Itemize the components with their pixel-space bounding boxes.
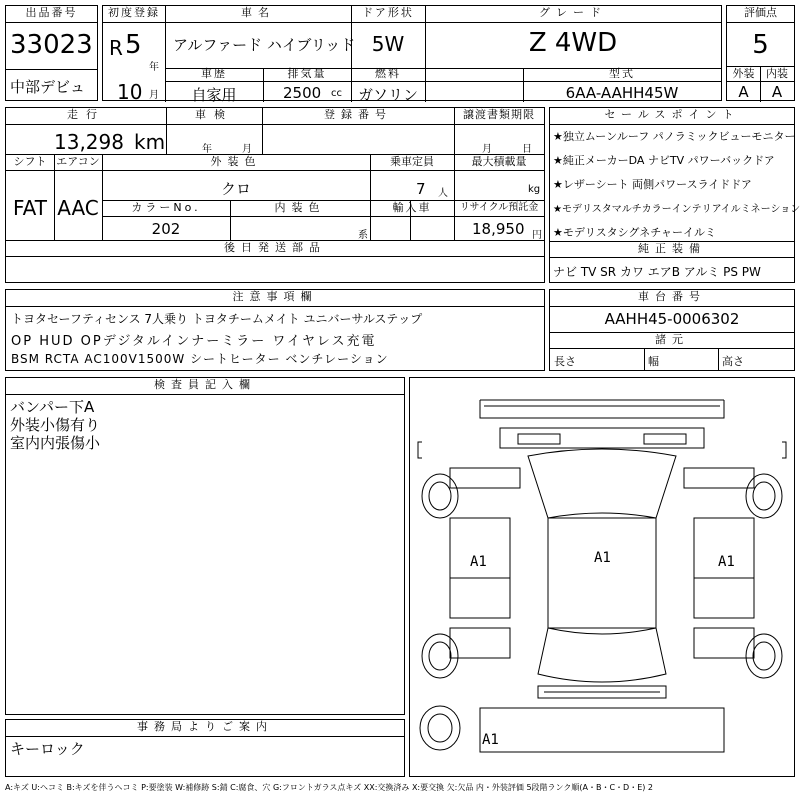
dims-label: 諸元 [655,333,689,346]
left-damage-mark: A1 [470,554,487,570]
inspector-label: 検査員記入欄 [154,378,256,391]
reg-no-label: 登録番号 [324,108,392,121]
rear-right-wheel-icon [746,634,782,678]
transfer-label: 譲渡書類期限 [463,108,535,121]
person-unit: 人 [438,188,448,199]
exterior-grade: A [738,83,749,101]
sales-point-1: ★独立ムーンルーフ パノラミックビューモニター [553,130,796,143]
model-code: 6AA-AAHH45W [565,84,679,102]
windshield-shape [528,449,676,518]
chassis-number: AAHH45-0006302 [604,310,740,328]
height-label: 高さ [722,355,744,368]
later-parts-label: 後日発送部品 [224,241,326,254]
shaken-year-unit: 年 [202,144,212,155]
office-box [5,719,405,777]
kg-unit: kg [528,184,541,195]
length-label: 長さ [554,355,576,368]
mileage: 13,298 [54,130,124,154]
sales-point-4: ★モデリスタマルチカラーインテリアイルミネーション [553,204,800,215]
history: 自家用 [191,86,237,104]
shift-label: シフト [13,155,47,168]
ext-color: クロ [220,180,251,198]
recycle-fee: 18,950 [472,220,525,238]
month-unit: 月 [149,90,159,101]
damage-legend: A:キズ U:ヘコミ B:キズを伴うヘコミ P:要塗装 W:補修跡 S:錆 C:腐食、穴 G:フロントガラス点キズ XX:交換済み X:要交換 欠:欠品 内・外装評価 5段階ランク順(A・B・C・D・E) 2 [5,783,654,792]
interior-label: 内装 [766,67,788,80]
fuel-label: 燃料 [375,67,401,80]
car-name-label: 車名 [241,6,275,19]
lot-number-box [5,5,98,101]
import-label: 輸入車 [392,201,432,214]
aircon-label: エアコン [56,155,100,168]
reg-year: 5 [125,30,142,60]
score-box [726,5,795,101]
details-box [5,107,545,283]
roof-shape [548,518,656,628]
front-right-wheel-icon [746,474,782,518]
mileage-label: 走行 [67,108,105,121]
sales-points-label: セールスポイント [604,108,740,121]
sales-point-3: ★レザーシート 両側パワースライドドア [553,178,752,191]
shaken-month-unit: 月 [242,144,252,155]
inspector-line-3: 室内内張傷小 [10,434,101,452]
capacity: 7 [416,180,426,198]
door-label: ドア形状 [362,6,414,19]
int-color-unit: 系 [358,230,368,241]
int-color-label: 内装色 [274,201,326,214]
displacement: 2500 [283,84,322,102]
front-left-wheel-icon [422,474,458,518]
rear-left-wheel-icon [422,634,458,678]
sales-point-5: ★モデリスタシグネチャーイルミ [553,226,716,239]
office-note: キーロック [10,740,85,758]
year-unit: 年 [149,62,159,73]
note-line-2: OP HUD OPデジタルインナーミラー ワイヤレス充電 [11,334,377,349]
reg-month: 10 [117,80,143,104]
color-no: 202 [151,220,181,238]
spare-tire-icon [420,706,460,750]
rear-glass-shape [538,628,666,682]
inspector-line-1: バンパー下A [10,398,95,416]
shift: FAT [12,196,47,220]
yen-unit: 円 [532,230,542,241]
vehicle-header-box [102,5,722,104]
km-unit: km [134,130,166,154]
model-label: 型式 [609,67,635,80]
genuine-label: 純正装備 [638,242,706,255]
sales-points-box [549,107,800,283]
overall-score: 5 [752,30,769,60]
aircon: AAC [57,196,99,220]
ext-color-label: 外装色 [210,155,262,168]
cc-unit: cc [331,88,342,99]
front-bumper-shape [480,400,724,418]
capacity-label: 乗車定員 [390,155,434,168]
car-damage-diagram [410,378,794,776]
chassis-box [549,289,795,371]
spare-damage-mark: A1 [482,732,499,748]
grade: Z 4WD [528,28,618,58]
shaken-label: 車検 [195,108,233,121]
right-damage-mark: A1 [718,554,735,570]
exterior-label: 外装 [732,67,755,80]
note-line-3: BSM RCTA AC100V1500W シートヒーター ベンチレーション [11,352,389,366]
hood-shape [500,428,704,448]
center-damage-mark: A1 [594,550,611,566]
inspector-line-2: 外装小傷有り [10,416,101,434]
sales-point-2: ★純正メーカーDA ナビTV パワーバックドア [553,154,775,167]
venue-name: 中部デビュ [10,78,86,96]
chassis-label: 車台番号 [638,290,706,303]
interior-grade: A [771,83,783,101]
score-label: 評価点 [744,6,777,19]
note-line-1: トヨタセーフティセンス 7人乗り トヨタチームメイト ユニバーサルステップ [11,312,423,326]
first-reg-label: 初度登録 [108,6,160,19]
displacement-label: 排気量 [287,67,327,80]
width-label: 幅 [648,355,659,368]
max-load-label: 最大積載量 [471,155,527,168]
notes-label: 注意事項欄 [232,290,318,303]
color-no-label: カラーNo. [131,201,201,214]
transfer-month-unit: 月 [482,144,492,155]
fuel: ガソリン [357,86,418,104]
transfer-day-unit: 日 [522,144,532,155]
era-label: R [109,36,123,60]
damage-diagram-box [409,377,795,777]
lot-number: 33023 [10,30,93,60]
inspector-box [5,377,405,715]
recycle-label: リサイクル預託金 [459,202,539,213]
grade-label: グレード [539,6,607,19]
car-name: アルファード ハイブリッド [173,36,356,54]
genuine-equipment: ナビ TV SR カワ エアB アルミ PS PW [553,265,761,279]
door-type: 5W [371,32,405,56]
lot-number-label: 出品番号 [25,6,78,19]
notes-box [5,289,545,371]
history-label: 車歴 [201,67,227,80]
office-label: 事務局よりご案内 [137,720,273,733]
